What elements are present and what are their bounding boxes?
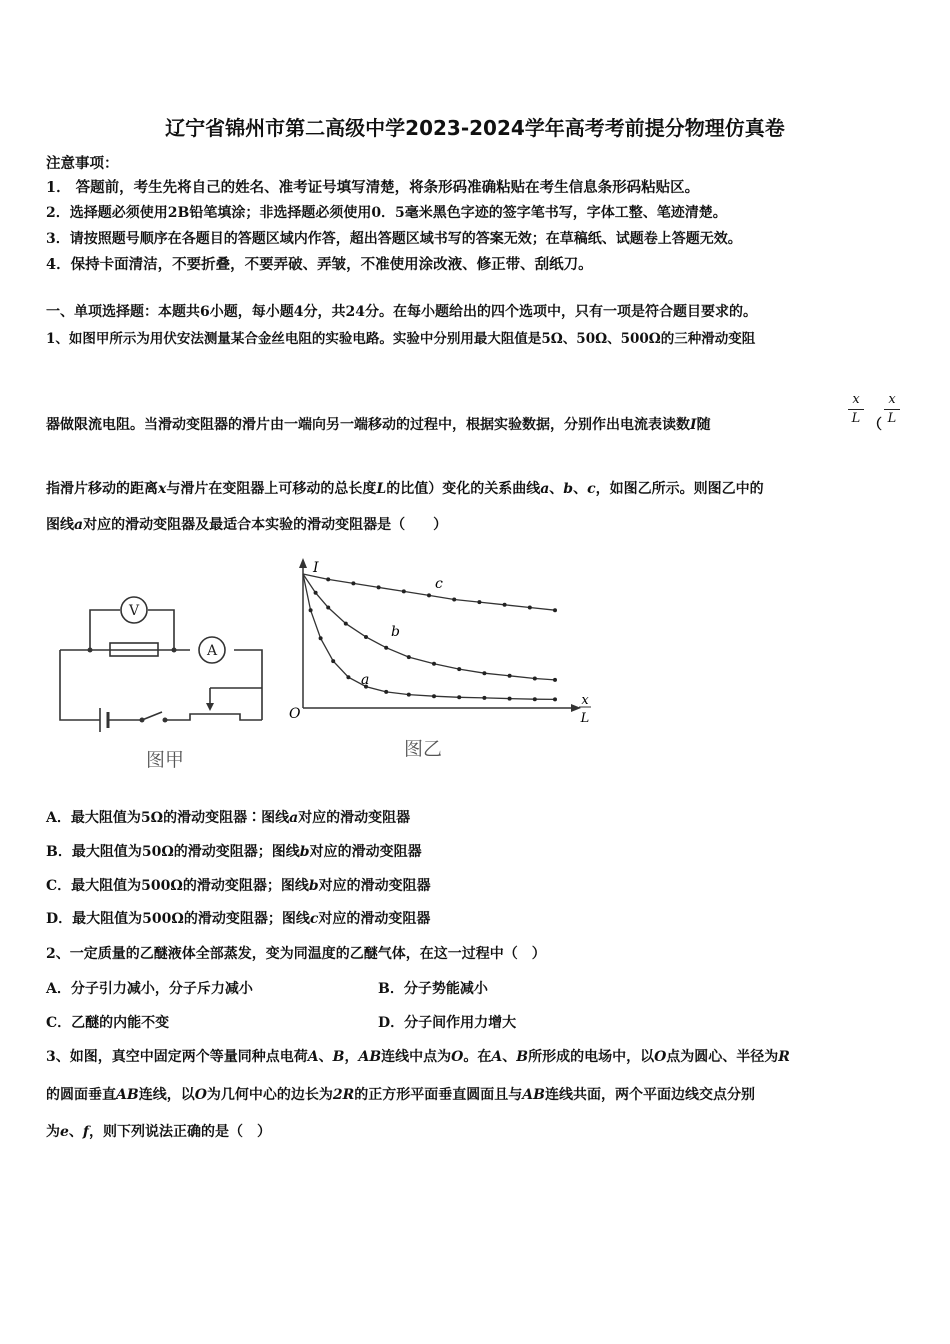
axis-label-x-num: x xyxy=(581,693,589,708)
data-point-c xyxy=(553,608,557,612)
fraction-x-over-l: x L xyxy=(884,392,900,427)
data-point-c xyxy=(402,589,406,593)
data-point-a xyxy=(384,690,388,694)
figure-caption: 图乙 xyxy=(403,738,443,760)
data-point-c xyxy=(452,598,456,602)
q2-option-a: A．分子引力减小，分子斥力减小 xyxy=(46,981,253,997)
series-line-b xyxy=(303,574,555,680)
notice-item: 1． 答题前，考生先将自己的姓名、准考证号填写清楚，将条形码准确粘贴在考生信息条形码粘贴区。 xyxy=(46,179,700,196)
data-point-c xyxy=(427,593,431,597)
data-point-a xyxy=(319,636,323,640)
data-point-b xyxy=(457,667,461,671)
q3-line2: 的圆面垂直AB连线，以O为几何中心的边长为2R的正方形平面垂直圆面且与AB连线共面，两个平面边线交点分别 xyxy=(46,1087,755,1103)
data-point-a xyxy=(457,695,461,699)
q2-option-b: B．分子势能减小 xyxy=(378,981,488,997)
series-line-c xyxy=(303,574,555,610)
data-point-b xyxy=(553,678,557,682)
series-label-a: a xyxy=(361,672,370,688)
data-point-b xyxy=(344,622,348,626)
notice-item: 2．选择题必须使用2B铅笔填涂；非选择题必须使用0．5毫米黑色字迹的签字笔书写，字体工整、笔迹清楚。 xyxy=(46,205,727,221)
q1-option-d: D．最大阻值为500Ω的滑动变阻器；图线c对应的滑动变阻器 xyxy=(46,911,431,927)
q3-line1: 3、如图，真空中固定两个等量同种点电荷A、B，AB连线中点为O。在A、B所形成的电场中，以O点为圆心、半径为R xyxy=(46,1049,790,1065)
series-label-b: b xyxy=(391,624,400,640)
data-point-c xyxy=(351,581,355,585)
q1-option-c: C．最大阻值为500Ω的滑动变阻器；图线b对应的滑动变阻器 xyxy=(46,878,431,894)
q2-option-d: D．分子间作用力增大 xyxy=(378,1015,517,1031)
data-point-a xyxy=(346,675,350,679)
axis-label-x-den: L xyxy=(580,711,590,726)
q1-line1: 1、如图甲所示为用伏安法测量某合金丝电阻的实验电路。实验中分别用最大阻值是5Ω、50Ω、500Ω的三种滑动变阻 xyxy=(46,331,756,347)
data-point-a xyxy=(309,608,313,612)
data-point-a xyxy=(508,697,512,701)
axis-label-y: I xyxy=(313,560,319,576)
series-label-c: c xyxy=(435,576,443,592)
q3-line3: 为e、f，则下列说法正确的是（ ） xyxy=(46,1124,271,1140)
data-point-c xyxy=(377,585,381,589)
series-line-a xyxy=(303,574,555,699)
circuit-diagram xyxy=(50,588,280,778)
q2-stem: 2、一定质量的乙醚液体全部蒸发，变为同温度的乙醚气体，在这一过程中（ ） xyxy=(46,946,546,962)
ammeter-label: A xyxy=(206,643,218,659)
x-axis-arrow xyxy=(571,704,581,712)
notice-item: 4．保持卡面清洁，不要折叠，不要弄破、弄皱，不准使用涂改液、修正带、刮纸刀。 xyxy=(46,256,593,273)
data-point-c xyxy=(477,600,481,604)
fraction-x-over-l: x L xyxy=(848,392,864,427)
data-point-b xyxy=(432,662,436,666)
data-point-b xyxy=(482,671,486,675)
notice-item: 3．请按照题号顺序在各题目的答题区域内作答，超出答题区域书写的答案无效；在草稿纸、试题卷上答题无效。 xyxy=(46,231,742,247)
data-point-a xyxy=(533,697,537,701)
q1-line3: 指滑片移动的距离x与滑片在变阻器上可移动的总长度L的比值）变化的关系曲线a、b、c，如图乙所示。则图乙中的 xyxy=(46,481,764,497)
data-point-b xyxy=(508,674,512,678)
origin-label: O xyxy=(289,706,301,722)
q1-line2: 器做限流电阻。当滑动变阻器的滑片由一端向另一端移动的过程中，根据实验数据，分别作出电流表读数I随 xyxy=(46,417,711,433)
y-axis-arrow xyxy=(299,558,307,568)
data-point-b xyxy=(384,646,388,650)
q1-line4: 图线a对应的滑动变阻器及最适合本实验的滑动变阻器是（ ） xyxy=(46,517,448,533)
data-point-b xyxy=(364,635,368,639)
data-point-c xyxy=(528,606,532,610)
data-point-c xyxy=(503,603,507,607)
voltmeter-label: V xyxy=(128,603,140,619)
section-heading: 一、单项选择题：本题共6小题，每小题4分，共24分。在每小题给出的四个选项中，只有一项是符合题目要求的。 xyxy=(46,304,757,320)
q1-option-a: A．最大阻值为5Ω的滑动变阻器∶图线a对应的滑动变阻器 xyxy=(46,810,411,826)
page-title: 辽宁省锦州市第二高级中学2023-2024学年高考考前提分物理仿真卷 xyxy=(165,116,785,140)
data-point-a xyxy=(553,697,557,701)
data-point-b xyxy=(533,677,537,681)
data-point-b xyxy=(407,655,411,659)
data-point-c xyxy=(326,577,330,581)
data-point-a xyxy=(482,696,486,700)
current-graph xyxy=(285,556,595,771)
data-point-a xyxy=(331,659,335,663)
data-point-b xyxy=(314,591,318,595)
q2-option-c: C．乙醚的内能不变 xyxy=(46,1015,170,1031)
notice-heading: 注意事项： xyxy=(46,155,119,172)
data-point-a xyxy=(407,693,411,697)
figure-caption: 图甲 xyxy=(145,749,185,771)
q1-option-b: B．最大阻值为50Ω的滑动变阻器；图线b对应的滑动变阻器 xyxy=(46,844,422,860)
paren-open: （ xyxy=(868,417,882,433)
data-point-a xyxy=(432,694,436,698)
data-point-b xyxy=(326,606,330,610)
